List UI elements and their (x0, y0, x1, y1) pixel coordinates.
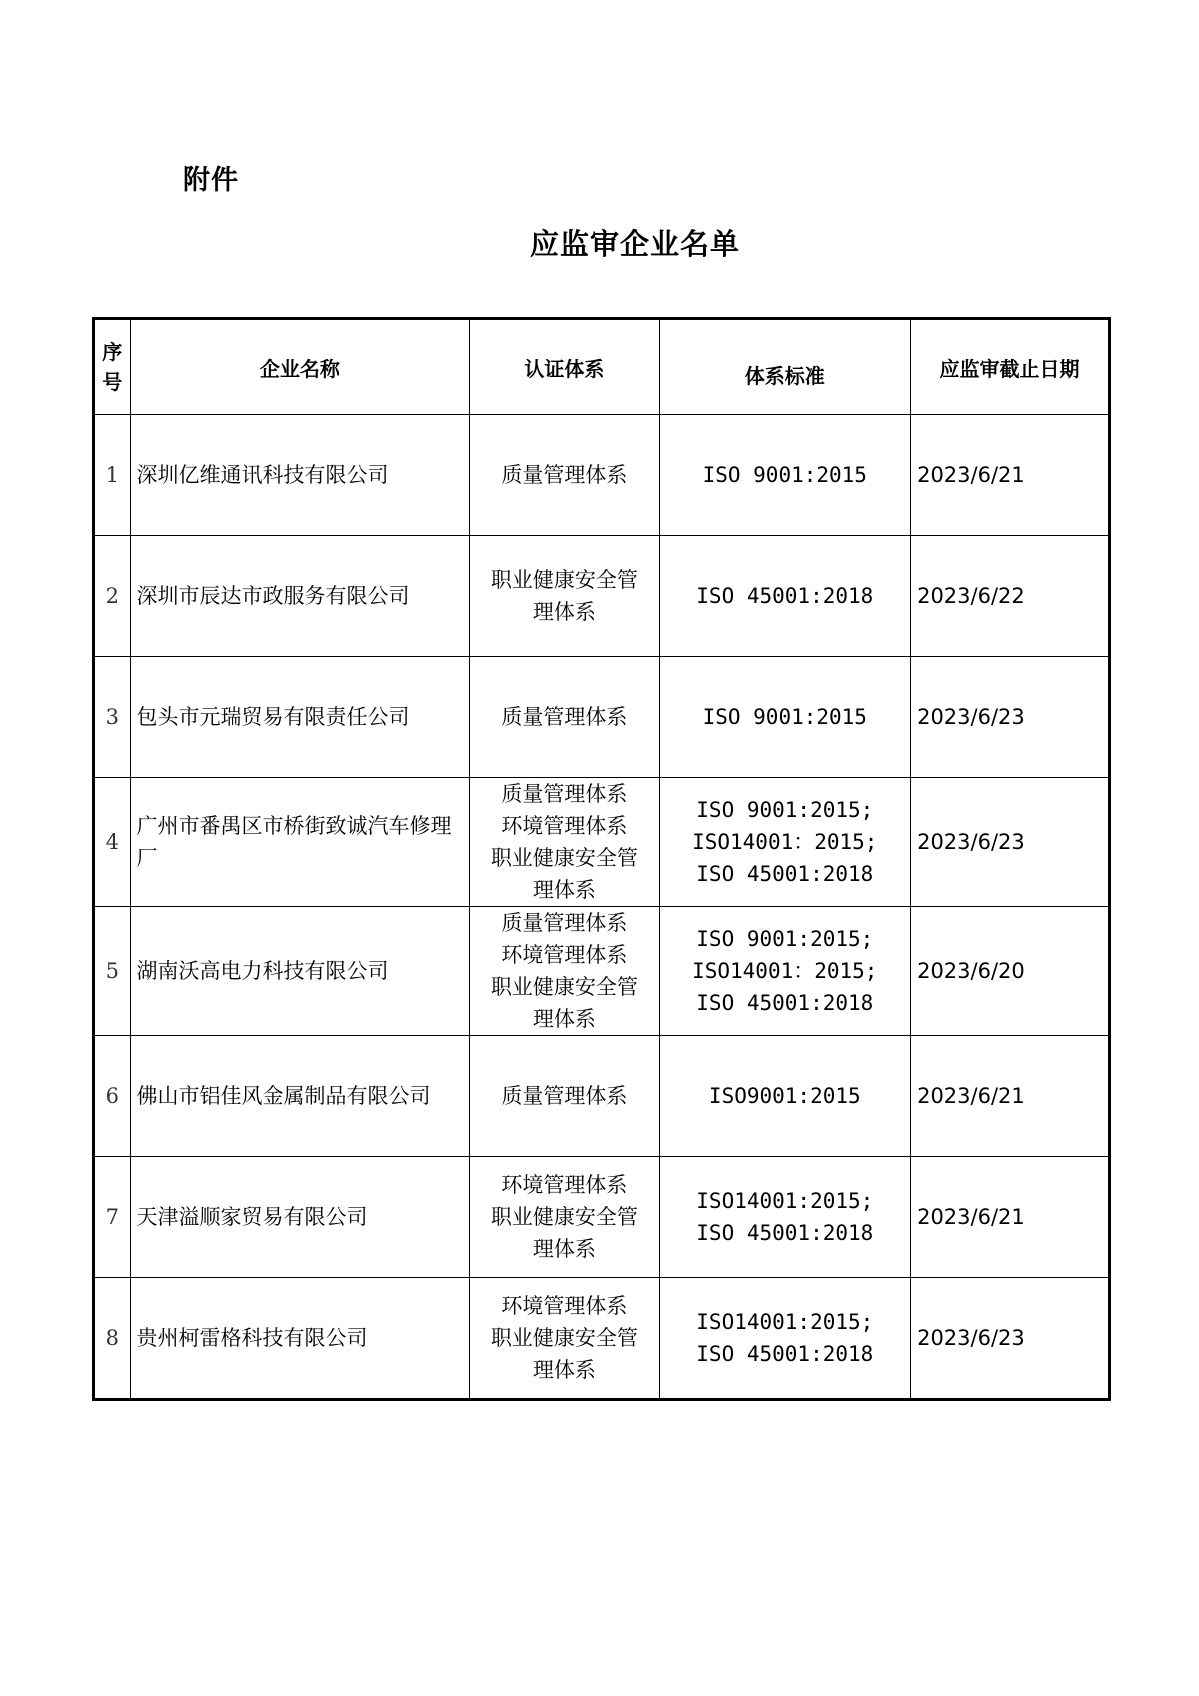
row-index: 3 (94, 657, 131, 778)
certification-system-line: 环境管理体系 (501, 943, 628, 967)
company-name: 佛山市铝佳风金属制品有限公司 (130, 1036, 470, 1157)
table-header-row (94, 319, 1110, 415)
certification-system-line: 质量管理体系 (501, 1084, 628, 1108)
certification-system-line: 理体系 (532, 1237, 596, 1261)
certification-system-line: 质量管理体系 (501, 705, 628, 729)
deadline-date: 2023/6/23 (911, 1278, 1110, 1400)
system-standard (659, 778, 911, 907)
table-row (94, 1278, 1110, 1400)
company-name: 贵州柯雷格科技有限公司 (130, 1278, 470, 1400)
deadline-date: 2023/6/21 (911, 1036, 1110, 1157)
certification-system-line: 职业健康安全管 (490, 568, 638, 592)
certification-system-line: 职业健康安全管 (490, 1326, 638, 1350)
certification-system-line: 职业健康安全管 (490, 1205, 638, 1229)
certification-system (470, 778, 659, 907)
deadline-date: 2023/6/23 (911, 657, 1110, 778)
header-index (94, 319, 131, 415)
certification-system (470, 657, 659, 778)
system-standard-line: ISO 9001:2015 (702, 463, 867, 487)
row-index: 6 (94, 1036, 131, 1157)
company-name: 包头市元瑞贸易有限责任公司 (130, 657, 470, 778)
row-index: 2 (94, 536, 131, 657)
header-index-line: 号 (102, 370, 123, 394)
company-name: 广州市番禺区市桥街致诚汽车修理厂 (130, 778, 470, 907)
certification-system-line: 理体系 (532, 878, 596, 902)
row-index: 4 (94, 778, 131, 907)
deadline-date: 2023/6/21 (911, 1157, 1110, 1278)
certification-system-line: 理体系 (532, 1358, 596, 1382)
certification-system (470, 1278, 659, 1400)
system-standard (659, 536, 911, 657)
header-company-name: 企业名称 (130, 319, 470, 415)
company-name: 天津溢顺家贸易有限公司 (130, 1157, 470, 1278)
certification-system-line: 理体系 (532, 1007, 596, 1031)
header-deadline: 应监审截止日期 (911, 319, 1110, 415)
certification-system (470, 536, 659, 657)
attachment-label: 附件 (183, 165, 239, 196)
deadline-date: 2023/6/22 (911, 536, 1110, 657)
enterprise-table (92, 317, 1111, 1401)
system-standard-line: ISO 9001:2015 (702, 705, 867, 729)
system-standard-line: ISO 45001:2018 (696, 1342, 874, 1366)
deadline-date: 2023/6/21 (911, 415, 1110, 536)
certification-system (470, 1157, 659, 1278)
row-index: 8 (94, 1278, 131, 1400)
certification-system (470, 907, 659, 1036)
system-standard (659, 657, 911, 778)
certification-system (470, 1036, 659, 1157)
certification-system-line: 环境管理体系 (501, 814, 628, 838)
table-row (94, 778, 1110, 907)
certification-system-line: 理体系 (532, 600, 596, 624)
table-row (94, 1157, 1110, 1278)
certification-system-line: 质量管理体系 (501, 463, 628, 487)
certification-system (470, 415, 659, 536)
system-standard-line: ISO14001：2015; (692, 830, 878, 854)
system-standard (659, 1036, 911, 1157)
table-row (94, 907, 1110, 1036)
system-standard-line: ISO14001:2015; (696, 1310, 874, 1334)
certification-system-line: 环境管理体系 (501, 1294, 628, 1318)
system-standard-line: ISO9001:2015 (708, 1084, 861, 1108)
deadline-date: 2023/6/20 (911, 907, 1110, 1036)
system-standard-line: ISO 9001:2015; (696, 798, 874, 822)
table-row (94, 1036, 1110, 1157)
table-row (94, 415, 1110, 536)
certification-system-line: 质量管理体系 (501, 782, 628, 806)
table-row (94, 657, 1110, 778)
header-certification-system: 认证体系 (470, 319, 659, 415)
system-standard-line: ISO14001:2015; (696, 1189, 874, 1213)
system-standard (659, 1278, 911, 1400)
table-row (94, 536, 1110, 657)
header-index-line: 序 (102, 340, 123, 364)
system-standard-line: ISO 45001:2018 (696, 1221, 874, 1245)
company-name: 湖南沃高电力科技有限公司 (130, 907, 470, 1036)
certification-system-line: 环境管理体系 (501, 1173, 628, 1197)
system-standard-line: ISO 45001:2018 (696, 991, 874, 1015)
certification-system-line: 质量管理体系 (501, 911, 628, 935)
certification-system-line: 职业健康安全管 (490, 975, 638, 999)
company-name: 深圳市辰达市政服务有限公司 (130, 536, 470, 657)
system-standard-line: ISO 9001:2015; (696, 927, 874, 951)
row-index: 5 (94, 907, 131, 1036)
certification-system-line: 职业健康安全管 (490, 846, 638, 870)
system-standard (659, 1157, 911, 1278)
row-index: 7 (94, 1157, 131, 1278)
deadline-date: 2023/6/23 (911, 778, 1110, 907)
system-standard-line: ISO 45001:2018 (696, 584, 874, 608)
row-index: 1 (94, 415, 131, 536)
company-name: 深圳亿维通讯科技有限公司 (130, 415, 470, 536)
document-title: 应监审企业名单 (529, 227, 740, 261)
system-standard (659, 415, 911, 536)
system-standard-line: ISO14001：2015; (692, 959, 878, 983)
system-standard (659, 907, 911, 1036)
system-standard-line: ISO 45001:2018 (696, 862, 874, 886)
header-system-standard: 体系标准 (659, 319, 911, 415)
